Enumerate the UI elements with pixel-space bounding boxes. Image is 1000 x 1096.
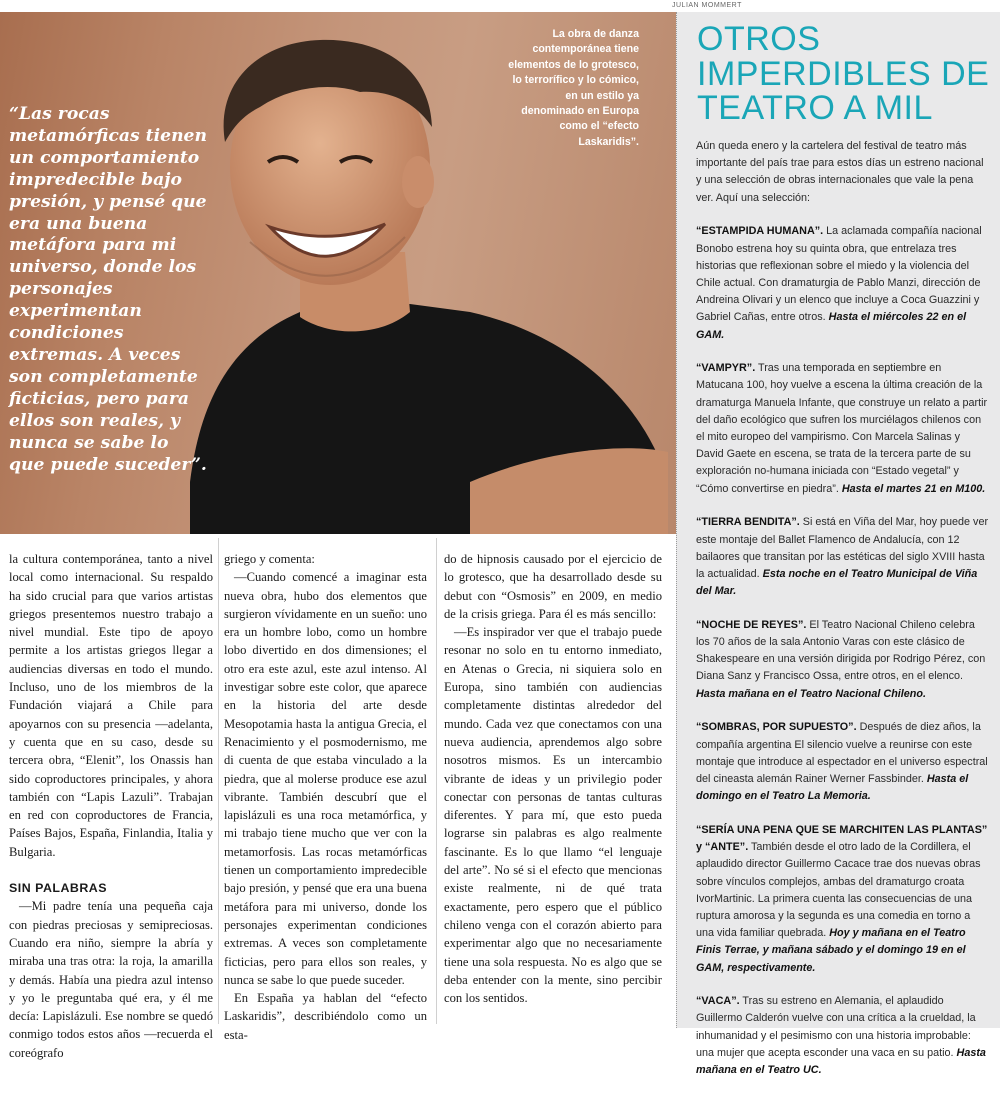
entry-schedule: Hasta mañana en el Teatro UC. — [696, 1046, 986, 1077]
entry-title: “SERÍA UNA PENA QUE SE MARCHITEN LAS PLANTAS” y “ANTE”. — [696, 823, 988, 854]
paragraph: la cultura contemporánea, tanto a nivel local como internacional. Su respaldo ha sido crucial para que varios artistas griegos presentemos nuestro trabajo a nivel mundial. Este tipo de apoyo permite a los artistas griegos llegar a audiencias diversas en todo el mundo. Incluso, uno de los miembros de la Fundación viajará a Chile para apoyarnos con su presencia —adelanta, y cuenta que en su caso, desde su tercera obra, “Elenit”, los Onassis han sido coproductores principales, y ahora también con “Lapis Lazuli”. Trabajan en red con coproductores de Francia, Países Bajos, España, Finlandia, Italia y Bulgaria. — [9, 552, 213, 859]
pull-quote: “Las rocas metamórficas tienen un comportamiento impredecible bajo presión, y pensé que era una buena metáfora para mi universo, donde los personajes experimentan condiciones extremas. A veces son completamente ficticias, pero para ellos son reales, y nunca se sabe lo que puede suceder”. — [9, 104, 207, 475]
entry-schedule: Hasta el domingo en el Teatro La Memoria. — [696, 773, 969, 803]
article-column-1 — [9, 550, 213, 1060]
column-divider — [218, 538, 219, 1024]
entry-text: La aclamada compañía nacional Bonobo estrena hoy su quinta obra, que entrelaza tres historias que reflexionan sobre el miedo y la violencia del Chile actual. Con dramaturgia de Pablo Manzi, dirección de Andreina Olivari y un elenco que incluye a Coca Guazzini y Gabriel Cañas, entre otros. — [696, 225, 982, 324]
paragraph: —Cuando comencé a imaginar esta nueva obra, hubo dos elementos que surgieron vívidamente en un sueño: uno era un hombre lobo, como un hombre lobo divertido en dos dimensiones; el otro era este azul, este azul intenso. Al investigar sobre este color, que aparece en la historia del arte desde Mesopotamia hasta la antigua Grecia, el Renacimiento y el posmodernismo, me di cuenta de que estaba vinculado a la piedra, que al molerse produce ese azul vibrante. También descubrí que el lapislázuli es una roca metamórfica, y mi trabajo tiene mucho que ver con la metamorfosis. Las rocas metamórficas tienen un comportamiento impredecible bajo presión, y pensé que era una buena metáfora para mi universo, donde los personajes experimentan condiciones extremas. A veces son completamente ficticias, pero para ellos son reales, y nunca se sabe lo que puede suceder. — [224, 570, 427, 987]
entry-text: También desde el otro lado de la Cordillera, el aplaudido director Guillermo Cacace trae dos nuevas obras sobre vínculos complejos, ambas del dramaturgo croata IvorMartinic. La primera cuenta las consecuencias de una ruptura amorosa y la segunda es una comedia en torno a una vida familiar quebrada. — [696, 841, 981, 940]
column-divider — [436, 538, 437, 1024]
portrait-photo — [0, 12, 676, 534]
entry-schedule: Hoy y mañana en el Teatro Finis Terrae, y mañana sábado y el domingo 19 en el GAM, respectivamente. — [696, 927, 966, 974]
entry-schedule: Hasta el miércoles 22 en el GAM. — [696, 311, 967, 341]
sidebar-body — [696, 138, 990, 1096]
photo-credit: JULIAN MOMMERT — [672, 2, 742, 9]
entry-title: “ESTAMPIDA HUMANA”. — [696, 225, 824, 238]
entry-schedule: Hasta mañana en el Teatro Nacional Chileno. — [696, 687, 926, 700]
sidebar-entry — [696, 514, 990, 600]
entry-text: Si está en Viña del Mar, hoy puede ver este montaje del Ballet Flamenco de Andalucía, con 12 bailaores que transitan por las estéticas del siglo XVIII hasta la actualidad. — [696, 516, 989, 580]
entry-title: “VACA”. — [696, 995, 740, 1008]
entry-text: Tras una temporada en septiembre en Matucana 100, hoy vuelve a escena la última creación de la dramaturga Manuela Infante, que construye un relato a partir del daño ecológico que sufren los murciélagos chilenos con el mito europeo del vampirismo. Con Marcela Salinas y David Gaete en escena, se trata de la tercera parte de su exploración no-humana iniciada con “Estado vegetal” y “Cómo convertirse en piedra”. — [696, 362, 988, 495]
sidebar-intro: Aún queda enero y la cartelera del festival de teatro más importante del país trae para estos días un estreno nacional y una selección de obras internacionales que vale la pena ver. Aquí una selección: — [696, 140, 984, 204]
entry-schedule: Esta noche en el Teatro Municipal de Viña del Mar. — [696, 567, 978, 598]
sidebar-entry — [696, 223, 990, 343]
sidebar-box — [676, 12, 1000, 1077]
article-column-2 — [224, 550, 427, 1042]
paragraph: —Es inspirador ver que el trabajo puede resonar no solo en tu entorno inmediato, en Atenas o Grecia, ni siquiera solo en Europa, sino también con audiencias completamente distintas alrededor del mundo. Cada vez que conectamos con una nueva audiencia, aprendemos algo sobre nosotros mismos. Es un intercambio vibrante de ideas y un privilegio poder conectar con personas de tantas culturas diferentes. Y para mí, que esto pueda lograrse sin palabras es algo realmente fascinante. Es lo que llamo “el lenguaje del arte”. No sé si el efecto que mencionas existe realmente, ni de qué trata exactamente, pero espero que el público chileno venga con el corazón abierto para experimentar algo que no necesariamente tiene una sola respuesta. No es algo que se deba entender con la mente, sino percibir con los sentidos. — [444, 625, 662, 1006]
entry-text: Tras su estreno en Alemania, el aplaudido Guillermo Calderón vuelve con una crítica a la crueldad, la inhumanidad y el pesimismo con una historia improbable: una mujer que acepta esconder una vaca en su patio. — [696, 995, 976, 1059]
entry-title: “NOCHE DE REYES”. — [696, 618, 807, 631]
paragraph: En España ya hablan del “efecto Laskaridis”, describiéndolo como un esta- — [224, 991, 427, 1042]
sidebar-entry — [696, 993, 990, 1079]
entry-schedule: Hasta el martes 21 en M100. — [841, 482, 986, 495]
sidebar-entry — [696, 360, 990, 498]
article-column-3 — [444, 550, 662, 1022]
entry-title: “VAMPYR”. — [696, 362, 756, 375]
photo-caption: La obra de danza contemporánea tiene elementos de lo grotesco, lo terrorífico y lo cómico, en un estilo ya denominado en Europa como el “efecto Laskaridis”. — [508, 28, 639, 148]
entry-title: “TIERRA BENDITA”. — [696, 516, 800, 529]
sidebar-list — [696, 223, 990, 1079]
sidebar-title: OTROS IMPERDIBLES DE TEATRO A MIL — [697, 20, 990, 127]
entry-title: “SOMBRAS, POR SUPUESTO”. — [696, 721, 857, 734]
paragraph: griego y comenta: — [224, 552, 315, 566]
paragraph: do de hipnosis causado por el ejercicio de lo grotesco, que ha desarrollado desde su debut con “Osmosis” en 2009, en medio de la crisis griega. Para él es más sencillo: — [444, 552, 662, 621]
section-subheading: SIN PALABRAS — [9, 881, 108, 896]
paragraph: —Mi padre tenía una pequeña caja con piedras preciosas y semipreciosas. Cuando era niño, siempre la abría y miraba una tras otra: la roja, la amarilla y demás. Había una piedra azul intenso y yo le preguntaba qué era, y él me decía: Lapislázuli. Ese nombre se quedó conmigo todos estos años —recuerda el coreógrafo — [9, 899, 213, 1060]
entry-text: Después de diez años, la compañía argentina El silencio vuelve a reunirse con este montaje que introduce al espectador en el universo espectral del cineasta alemán Rainer Werner Fassbinder. — [696, 721, 988, 785]
entry-text: El Teatro Nacional Chileno celebra los 70 años de la sala Antonio Varas con este clásico de Shakespeare en una versión dirigida por Rodrigo Pérez, con Diana Sanz y Francisco Ossa, entre otros, en el elenco. — [696, 618, 986, 683]
sidebar-entry — [696, 617, 990, 703]
sidebar-entry — [696, 719, 990, 805]
sidebar-entry — [696, 822, 990, 977]
